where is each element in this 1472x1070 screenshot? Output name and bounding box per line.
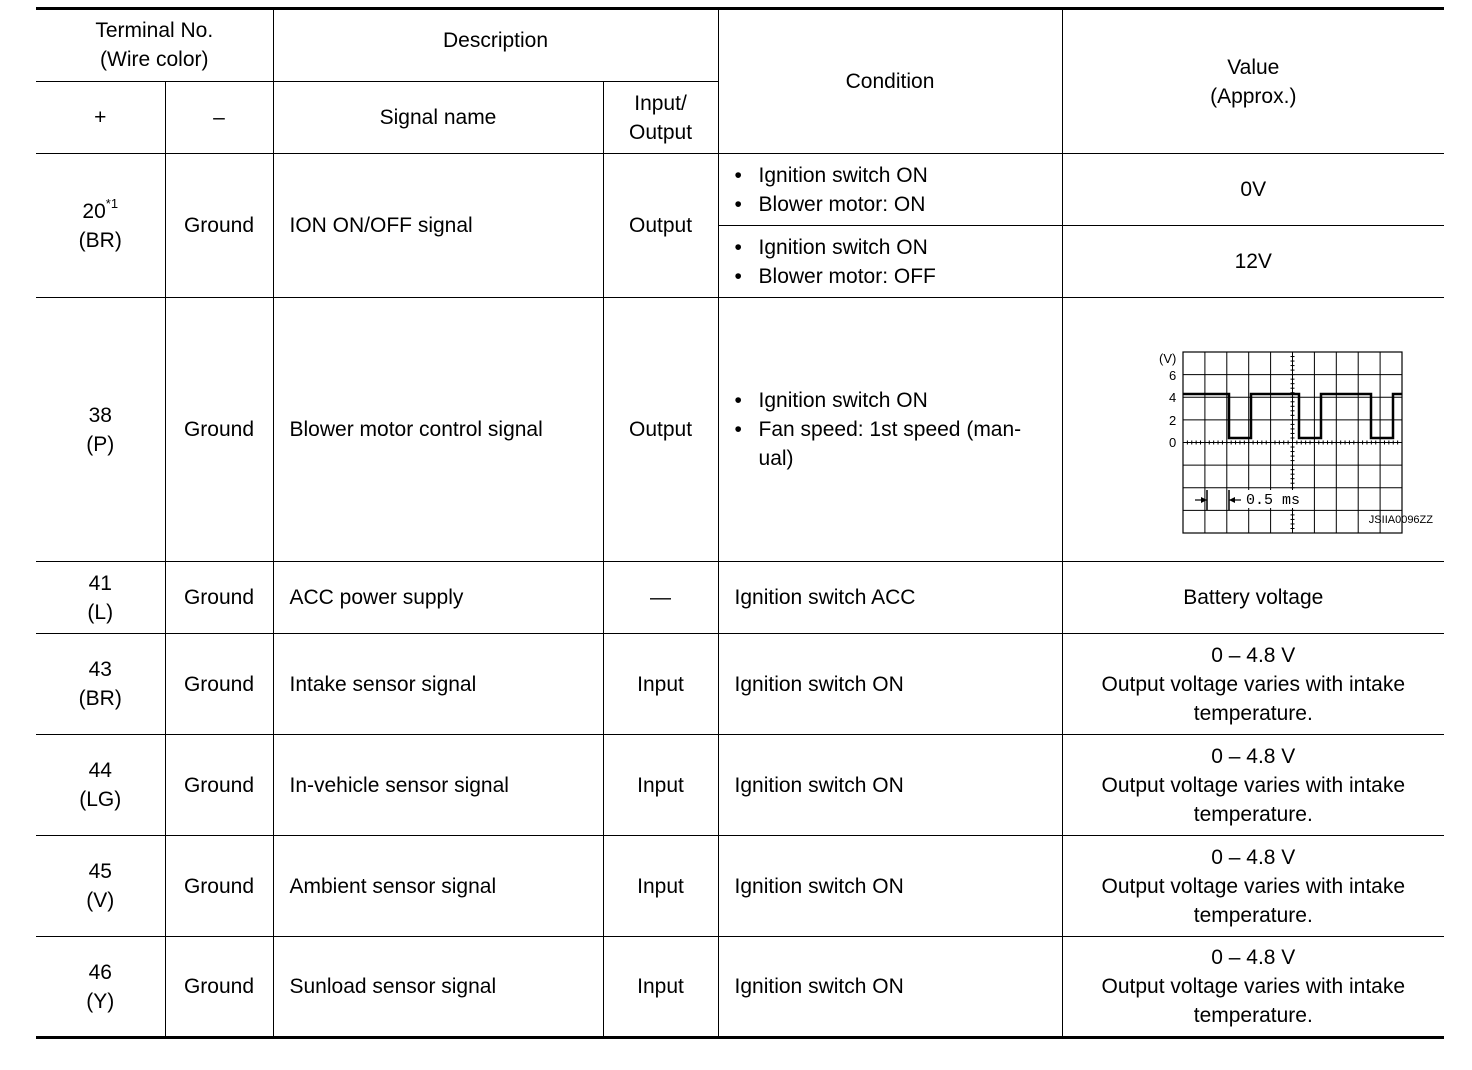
value-note: temperature. [1193, 903, 1313, 927]
condition-cell: Ignition switch ON [718, 836, 1062, 937]
terminal-number: 44 [88, 759, 112, 782]
table-row [36, 735, 1444, 836]
value-range: 0 – 4.8 V [1211, 946, 1296, 969]
table-row [36, 937, 1444, 1038]
condition-item: • Ignition switch ON [735, 233, 1056, 262]
condition-list [735, 233, 1056, 291]
waveform-tick-6: 6 [1169, 367, 1177, 383]
terminal-footnote: *1 [105, 195, 119, 211]
terminal-number: 45 [88, 860, 112, 883]
value-note: Output voltage varies with intake [1101, 874, 1406, 898]
table-row [36, 836, 1444, 937]
terminal-number: 20$^{*1}$ [82, 195, 119, 223]
condition-cell [718, 298, 1062, 562]
header-terminal-no: Terminal No. [95, 19, 214, 42]
io-cell: Input [603, 735, 718, 836]
condition-item: • Ignition switch ON [735, 161, 1056, 190]
io-cell: Input [603, 634, 718, 735]
signal-name-cell: ACC power supply [273, 562, 603, 634]
value-note: Output voltage varies with intake [1101, 672, 1406, 696]
table-row [36, 298, 1444, 562]
signal-name-cell: Sunload sensor signal [273, 937, 603, 1038]
condition-line: ual) [758, 447, 794, 470]
condition-item: • Blower motor: OFF [735, 262, 1056, 291]
waveform-tick-4: 4 [1169, 389, 1177, 405]
condition-cell: Ignition switch ACC [718, 562, 1062, 634]
value-note: Output voltage varies with intake [1101, 975, 1406, 998]
terminal-number: 38 [88, 403, 112, 427]
value-range: 0 – 4.8 V [1211, 845, 1296, 869]
io-cell: Output [603, 298, 718, 562]
ground-cell: Ground [165, 937, 273, 1038]
header-signal-name: Signal name [273, 82, 603, 154]
waveform-diagram [1103, 320, 1434, 540]
ground-cell: Ground [165, 562, 273, 634]
waveform-time-arrowhead-left [1201, 497, 1207, 503]
signal-name-cell: Intake sensor signal [273, 634, 603, 735]
header-value [1062, 9, 1444, 154]
waveform-cell [1062, 298, 1444, 562]
value-note: temperature. [1193, 802, 1313, 826]
value-cell [1062, 937, 1444, 1038]
ground-cell: Ground [165, 154, 273, 298]
value-note: temperature. [1193, 701, 1313, 725]
condition-cell: Ignition switch ON [718, 735, 1062, 836]
ground-cell: Ground [165, 735, 273, 836]
ground-cell: Ground [165, 836, 273, 937]
header-output-label: Output [628, 120, 693, 144]
header-input-output [603, 82, 718, 154]
terminal-cell [36, 298, 165, 562]
signal-name-cell: ION ON/OFF signal [273, 154, 603, 298]
waveform-time-label: 0.5 ms [1246, 491, 1301, 509]
header-value-label: Value [1227, 55, 1280, 79]
condition-cell: Ignition switch ON [718, 937, 1062, 1038]
value-range: 0 – 4.8 V [1211, 744, 1296, 768]
table-row [36, 634, 1444, 735]
value-range: 0 – 4.8 V [1211, 643, 1296, 667]
terminal-number: 41 [88, 571, 112, 595]
waveform-figure-id: JSIIA0096ZZ [1369, 513, 1434, 526]
waveform-unit-label: (V) [1159, 350, 1177, 366]
io-cell: Output [603, 154, 718, 298]
waveform-time-arrowhead-right [1229, 497, 1235, 503]
ground-cell: Ground [165, 634, 273, 735]
io-cell: Input [603, 836, 718, 937]
header-input-label: Input/ [634, 91, 687, 115]
terminal-number: 43 [88, 658, 112, 681]
condition-list [735, 161, 1056, 219]
header-condition: Condition [718, 9, 1062, 154]
value-cell [1062, 634, 1444, 735]
wire-color: (Y) [86, 989, 115, 1013]
signal-name-cell: Ambient sensor signal [273, 836, 603, 937]
value-cell: 12V [1062, 226, 1444, 298]
waveform-tick-0: 0 [1169, 434, 1177, 450]
value-cell: Battery voltage [1062, 562, 1444, 634]
condition-item: • Ignition switch ON [735, 386, 1056, 415]
terminal-cell [36, 634, 165, 735]
value-note: Output voltage varies with intake [1101, 773, 1406, 797]
condition-list [735, 386, 1056, 473]
terminal-cell [36, 937, 165, 1038]
condition-line: • Fan speed: 1st speed (man- [758, 418, 1022, 441]
wire-color: (LG) [79, 788, 122, 811]
value-cell: 0V [1062, 154, 1444, 226]
wire-color: (V) [86, 889, 115, 912]
io-cell: Input [603, 937, 718, 1038]
header-description: Description [273, 9, 718, 82]
terminal-table [36, 7, 1444, 1039]
wire-color: (BR) [78, 687, 122, 710]
header-wire-color: (Wire color) [100, 48, 209, 71]
wire-color: (P) [86, 432, 115, 456]
value-note: temperature. [1193, 1004, 1313, 1027]
signal-name-cell: Blower motor control signal [273, 298, 603, 562]
table-row [36, 562, 1444, 634]
terminal-cell [36, 154, 165, 298]
terminal-cell [36, 735, 165, 836]
wire-color: (BR) [78, 228, 122, 252]
header-terminal [36, 9, 273, 82]
condition-item [735, 415, 1056, 473]
waveform-tick-2: 2 [1169, 412, 1177, 428]
terminal-number: 46 [88, 960, 112, 984]
header-plus: + [36, 82, 165, 154]
ground-cell: Ground [165, 298, 273, 562]
io-cell: — [603, 562, 718, 634]
header-minus: – [165, 82, 273, 154]
table-row [36, 154, 1444, 226]
terminal-cell [36, 836, 165, 937]
wire-color: (L) [87, 600, 114, 624]
signal-name-cell: In-vehicle sensor signal [273, 735, 603, 836]
condition-cell [718, 226, 1062, 298]
header-approx-label: (Approx.) [1210, 84, 1297, 108]
condition-cell: Ignition switch ON [718, 634, 1062, 735]
condition-cell [718, 154, 1062, 226]
terminal-cell [36, 562, 165, 634]
condition-item: • Blower motor: ON [735, 190, 1056, 219]
value-cell [1062, 836, 1444, 937]
value-cell [1062, 735, 1444, 836]
